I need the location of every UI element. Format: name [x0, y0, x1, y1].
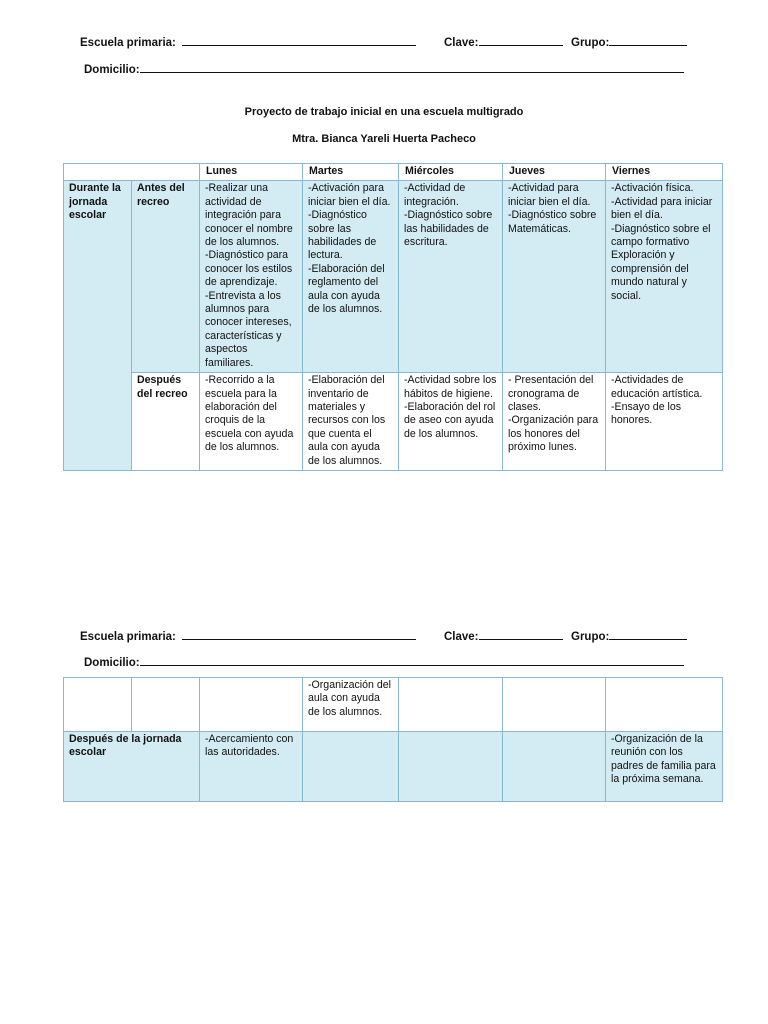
activity-cell: [200, 678, 303, 732]
escuela-field: [80, 34, 416, 49]
escuela-blank: [182, 34, 416, 46]
domicilio-field: [84, 61, 684, 76]
document-title: Proyecto de trabajo inicial en una escuela multigrado: [244, 106, 524, 118]
document-author: Mtra. Bianca Yareli Huerta Pacheco: [292, 133, 476, 145]
schedule-table: [63, 163, 723, 471]
activity-cell: [303, 732, 399, 802]
antes-label: Antes del recreo: [132, 181, 200, 373]
antes-recreo-row: [64, 181, 723, 373]
activity-cell: [503, 732, 606, 802]
activity-cell: -Organización del aula con ayuda de los alumnos.: [303, 678, 399, 732]
escuela-label: Escuela primaria:: [80, 631, 176, 643]
clave-field: [444, 34, 563, 49]
despues-recreo-label: Después del recreo: [132, 373, 200, 471]
activity-cell: -Organización de la reunión con los padres de familia para la próxima semana.: [606, 732, 723, 802]
escuela-blank: [182, 628, 416, 640]
activity-cell: [399, 732, 503, 802]
activity-cell: -Activación para iniciar bien el día. -Diagnóstico sobre las habilidades de lectura. -Elaboración del reglamento del aula con ayuda de los alumnos.: [303, 181, 399, 373]
escuela-label: Escuela primaria:: [80, 37, 176, 49]
durante-label: Durante la jornada escolar: [64, 181, 132, 471]
grupo-label: Grupo:: [571, 37, 610, 49]
clave-blank: [479, 34, 563, 46]
activity-cell: [606, 678, 723, 732]
activity-cell: -Activación física. -Actividad para iniciar bien el día. -Diagnóstico sobre el campo formativo Exploración y comprensión del mundo natural y social.: [606, 181, 723, 373]
empty-cell: [64, 678, 132, 732]
activity-cell: -Actividad de integración. -Diagnóstico sobre las habilidades de escritura.: [399, 181, 503, 373]
corner-cell: [64, 164, 200, 181]
day-header: Lunes: [200, 164, 303, 181]
clave-label: Clave:: [444, 631, 479, 643]
day-header: Martes: [303, 164, 399, 181]
activity-cell: [503, 678, 606, 732]
activity-cell: -Recorrido a la escuela para la elaboración del croquis de la escuela con ayuda de los alumnos.: [200, 373, 303, 471]
activity-cell: -Realizar una actividad de integración para conocer el nombre de los alumnos. -Diagnóstico para conocer los estilos de aprendizaje. -Entrevista a los alumnos para conocer intereses, características y aspectos familiares.: [200, 181, 303, 373]
activity-cell: -Actividades de educación artística. -Ensayo de los honores.: [606, 373, 723, 471]
clave-field: [444, 628, 563, 643]
activity-cell: -Acercamiento con las autoridades.: [200, 732, 303, 802]
day-header: Viernes: [606, 164, 723, 181]
domicilio-blank: [140, 654, 684, 666]
despues-recreo-row: [64, 373, 723, 471]
grupo-label: Grupo:: [571, 631, 610, 643]
escuela-field: [80, 628, 416, 643]
day-header: Jueves: [503, 164, 606, 181]
domicilio-field: [84, 654, 684, 669]
activity-cell: [399, 678, 503, 732]
schedule-table-continued: [63, 677, 723, 802]
despues-jornada-label: Después de la jornada escolar: [64, 732, 200, 802]
activity-cell: -Actividad para iniciar bien el día. -Diagnóstico sobre Matemáticas.: [503, 181, 606, 373]
despues-jornada-row: [64, 732, 723, 802]
empty-cell: [132, 678, 200, 732]
activity-cell: -Elaboración del inventario de materiales y recursos con los que cuenta el aula con ayuda de los alumnos.: [303, 373, 399, 471]
grupo-field: [571, 628, 687, 643]
domicilio-blank: [140, 61, 684, 73]
grupo-field: [571, 34, 687, 49]
continuation-row: [64, 678, 723, 732]
clave-label: Clave:: [444, 37, 479, 49]
domicilio-label: Domicilio:: [84, 657, 140, 669]
day-header: Miércoles: [399, 164, 503, 181]
grupo-blank: [609, 34, 687, 46]
grupo-blank: [609, 628, 687, 640]
clave-blank: [479, 628, 563, 640]
days-header-row: [64, 164, 723, 181]
activity-cell: -Actividad sobre los hábitos de higiene. -Elaboración del rol de aseo con ayuda de los alumnos.: [399, 373, 503, 471]
activity-cell: - Presentación del cronograma de clases. -Organización para los honores del próximo lunes.: [503, 373, 606, 471]
domicilio-label: Domicilio:: [84, 64, 140, 76]
